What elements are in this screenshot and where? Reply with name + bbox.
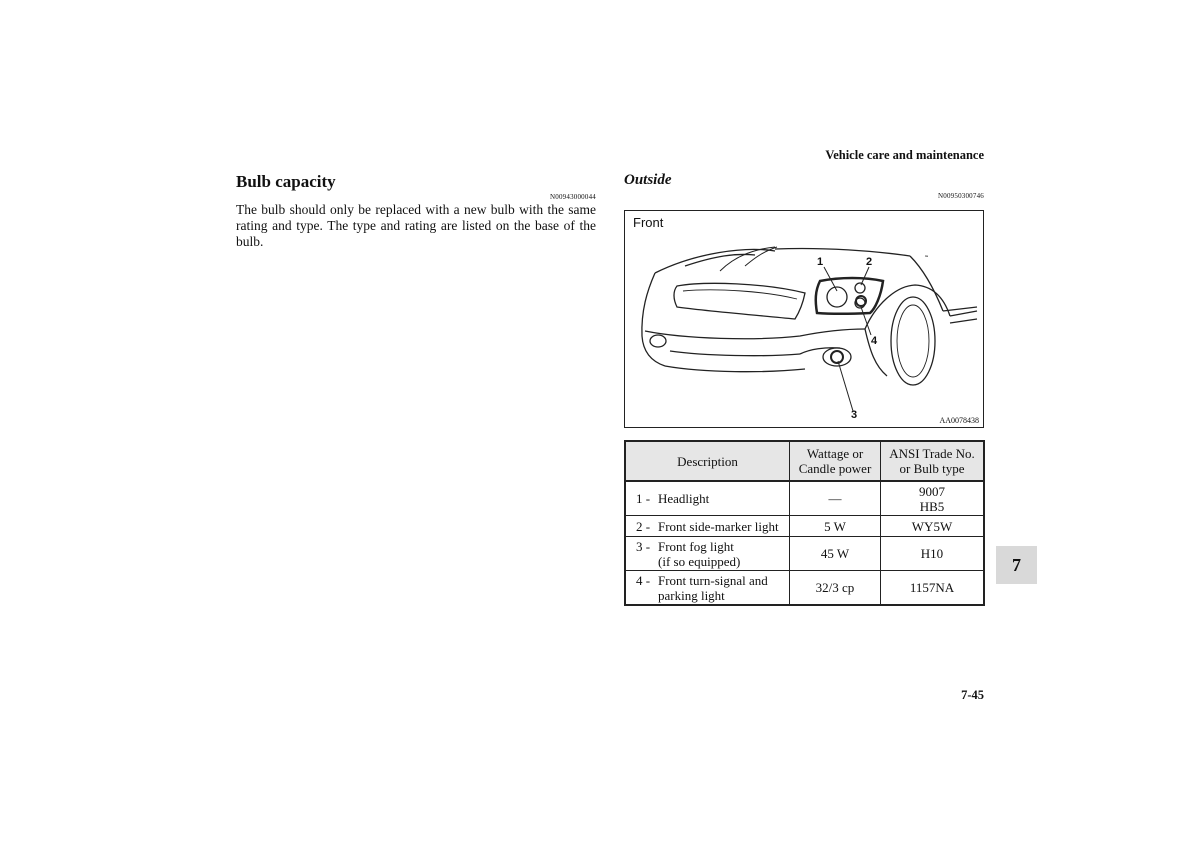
car-front-illustration [624, 210, 984, 428]
row-description [625, 537, 790, 571]
table-row [625, 537, 984, 571]
row-number: 1 - [636, 491, 651, 506]
row-bulb-type: WY5W [881, 516, 985, 537]
row-desc-text-2: (if so equipped) [658, 553, 741, 569]
callout-4: 4 [871, 335, 878, 347]
row-description [625, 481, 790, 516]
callout-2: 2 [866, 256, 873, 268]
table-row [625, 571, 984, 606]
bulb-type-line2: HB5 [919, 498, 945, 514]
row-description [625, 516, 790, 537]
row-bulb-type: H10 [881, 537, 985, 571]
row-number: 4 - [636, 572, 651, 588]
chapter-tab: 7 [996, 546, 1037, 584]
bulb-spec-table [624, 440, 985, 606]
car-front-drawing [625, 211, 983, 427]
page-number: 7-45 [961, 688, 984, 702]
header-bulb-type: ANSI Trade No. or Bulb type [881, 441, 985, 481]
section-title-bulb-capacity: Bulb capacity [236, 172, 336, 191]
row-number: 2 - [636, 518, 651, 534]
row-desc-text: Headlight [658, 491, 710, 506]
header-description: Description [625, 441, 790, 481]
row-description [625, 571, 790, 606]
table-header-row [625, 441, 984, 481]
row-wattage: 32/3 cp [790, 571, 881, 606]
row-desc-text: Front turn-signal and [658, 572, 768, 588]
reference-code-right: N00950300746 [938, 192, 984, 200]
row-wattage: — [790, 481, 881, 516]
callout-1: 1 [817, 256, 824, 268]
reference-code-left: N00943000044 [550, 193, 596, 201]
running-header: Vehicle care and maintenance [825, 148, 984, 162]
row-number: 3 - [636, 538, 651, 554]
table-row [625, 516, 984, 537]
header-wattage: Wattage or Candle power [790, 441, 881, 481]
row-bulb-type: 1157NA [881, 571, 985, 606]
figure-label-front: Front [633, 215, 664, 230]
row-desc-text-2: parking light [658, 587, 725, 603]
figure-id: AA0078438 [939, 416, 979, 425]
row-wattage: 5 W [790, 516, 881, 537]
table-row [625, 481, 984, 516]
row-desc-text: Front fog light [658, 538, 734, 554]
row-bulb-type [881, 481, 985, 516]
bulb-type-line1: 9007 [919, 483, 945, 499]
callout-3: 3 [851, 409, 858, 421]
section-title-outside: Outside [624, 172, 672, 188]
row-wattage: 45 W [790, 537, 881, 571]
body-paragraph: The bulb should only be replaced with a new bulb with the same rating and type. The type and rating are listed on the base of the bulb. [236, 202, 596, 249]
row-desc-text: Front side-marker light [658, 518, 779, 534]
